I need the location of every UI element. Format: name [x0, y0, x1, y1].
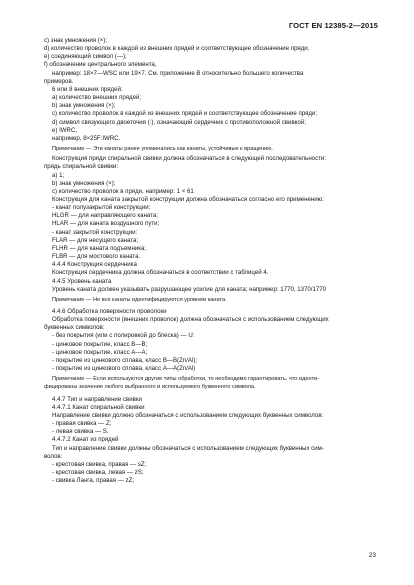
list-item: - покрытие из цинкового сплава, класс В—В(Zn/Al);	[52, 356, 198, 364]
list-item: - цинковое покрытие, класс А—А;	[52, 348, 148, 356]
text-line: HLAR — для каната воздушного пути;	[52, 220, 160, 228]
text-line: FLBR — для мостового каната.	[52, 253, 141, 261]
list-item: - левая свивка — S.	[52, 428, 109, 436]
text-line: FLHR — для каната подъемника;	[52, 244, 147, 252]
section-heading: 4.4.7.2 Канат из прядей	[52, 436, 119, 444]
list-item: - покрытие из цинкового сплава, класс А—А(Zn/Al)	[52, 365, 196, 373]
text-line: Конструкция сердечника должна обозначаться в соответствии с таблицей 4.	[52, 269, 269, 277]
text-line: с) количество проволок в каждой из внешних прядей и соответствующее обозначение пряди;	[52, 110, 318, 118]
text-line: b) знак умножения (×);	[52, 102, 116, 110]
section-heading: 4.4.6 Обработка поверхности проволоки	[52, 308, 167, 315]
note: фицированы значение любого выбранного и используемого буквенного символа.	[44, 384, 256, 391]
text-line: d) символ связующего двоеточия (:), означающий сердечник с противоположной свивкой;	[52, 118, 306, 126]
text-line: волов:	[44, 452, 63, 460]
text-line: Конструкция пряди спиральной свивки должна обозначаться в следующей последовательности:	[52, 155, 327, 163]
text-line: с) количество проволок в пряди, например: 1 × 61	[52, 187, 194, 195]
note: Примечание — Не все канаты идентифицируются уровнем каната.	[52, 296, 227, 303]
note: Примечание — Если используются другие типы обработки, то необходимо гарантировать, что иденти-	[52, 376, 320, 383]
text-line: e) IWRC,	[52, 126, 78, 134]
standard-header: ГОСТ EN 12385-2—2015	[288, 21, 378, 30]
text-line: FLAR — для несущего каната;	[52, 236, 139, 244]
text-line: Направление свивки должно обозначаться с использованием следующих буквенных символов:	[52, 411, 324, 419]
text-line: b) знак умножения (×);	[52, 179, 116, 187]
text-line: например, 8×25F:IWRC.	[52, 134, 121, 142]
note: Примечание — Эти канаты ранее упоминались как канаты, устойчивые к вращению.	[52, 146, 273, 153]
text-line: Уровень каната должен указывать разрушающее усилие для каната; например: 1770, 1370/1770	[52, 285, 327, 293]
section-heading: 4.4.5 Уровень каната	[52, 277, 112, 285]
text-line: 6 или 8 внешних прядей:	[52, 85, 123, 93]
text-line: примеров.	[44, 77, 74, 85]
text-line: f) обозначение центрального элемента,	[44, 61, 157, 69]
list-item: - свивка Ланга, правая — zZ;	[52, 477, 135, 485]
text-line: d) количество проволок в каждой из внешних прядей и соответствующее обозначение пряди,	[44, 45, 310, 53]
text-line: - канат закрытой конструкции:	[52, 228, 138, 236]
page-number: 23	[368, 552, 376, 559]
text-line: Тип и направление свивки должны обозначаться с использованием следующих буквенных сим-	[52, 444, 324, 452]
list-item: - крестовая свивка, левая — zS;	[52, 468, 144, 476]
text-line: а) количество внешних прядей;	[52, 94, 142, 102]
text-line: Конструкция для каната закрытой конструкции должна обозначаться согласно его применению:	[52, 195, 324, 203]
text-line: - канат полузакрытой конструкции:	[52, 204, 151, 212]
list-item: - правая свивка — Z;	[52, 420, 112, 428]
text-line: а) 1;	[52, 171, 65, 179]
list-item: - крестовая свивка, правая — sZ;	[52, 460, 147, 468]
text-line: с) знак умножения (×);	[44, 37, 108, 44]
list-item: - без покрытия (или с полировкой до блеска) — U:	[52, 332, 195, 340]
section-heading: 4.4.7 Тип и направление свивки	[52, 395, 142, 403]
list-item: - цинковое покрытие, класс В—В;	[52, 340, 148, 348]
page-content	[44, 37, 384, 485]
text-line: HLGR — для направляющего каната;	[52, 212, 158, 220]
text-line: буквенных символов:	[44, 324, 105, 332]
section-heading: 4.4.7.1 Канат спиральной свивки	[52, 403, 145, 411]
text-line: например: 18×7—WSC или 19×7. См. приложение В относительно большего количества	[52, 69, 304, 77]
section-heading: 4.4.4 Конструкция сердечника	[52, 261, 137, 269]
text-line: Обработка поверхности (внешних проволок) должна обозначаться с использованием следующих	[52, 316, 329, 324]
text-line: e) соединяющий символ (—);	[44, 53, 127, 61]
text-line: прядь спиральной свивки:	[44, 163, 119, 171]
